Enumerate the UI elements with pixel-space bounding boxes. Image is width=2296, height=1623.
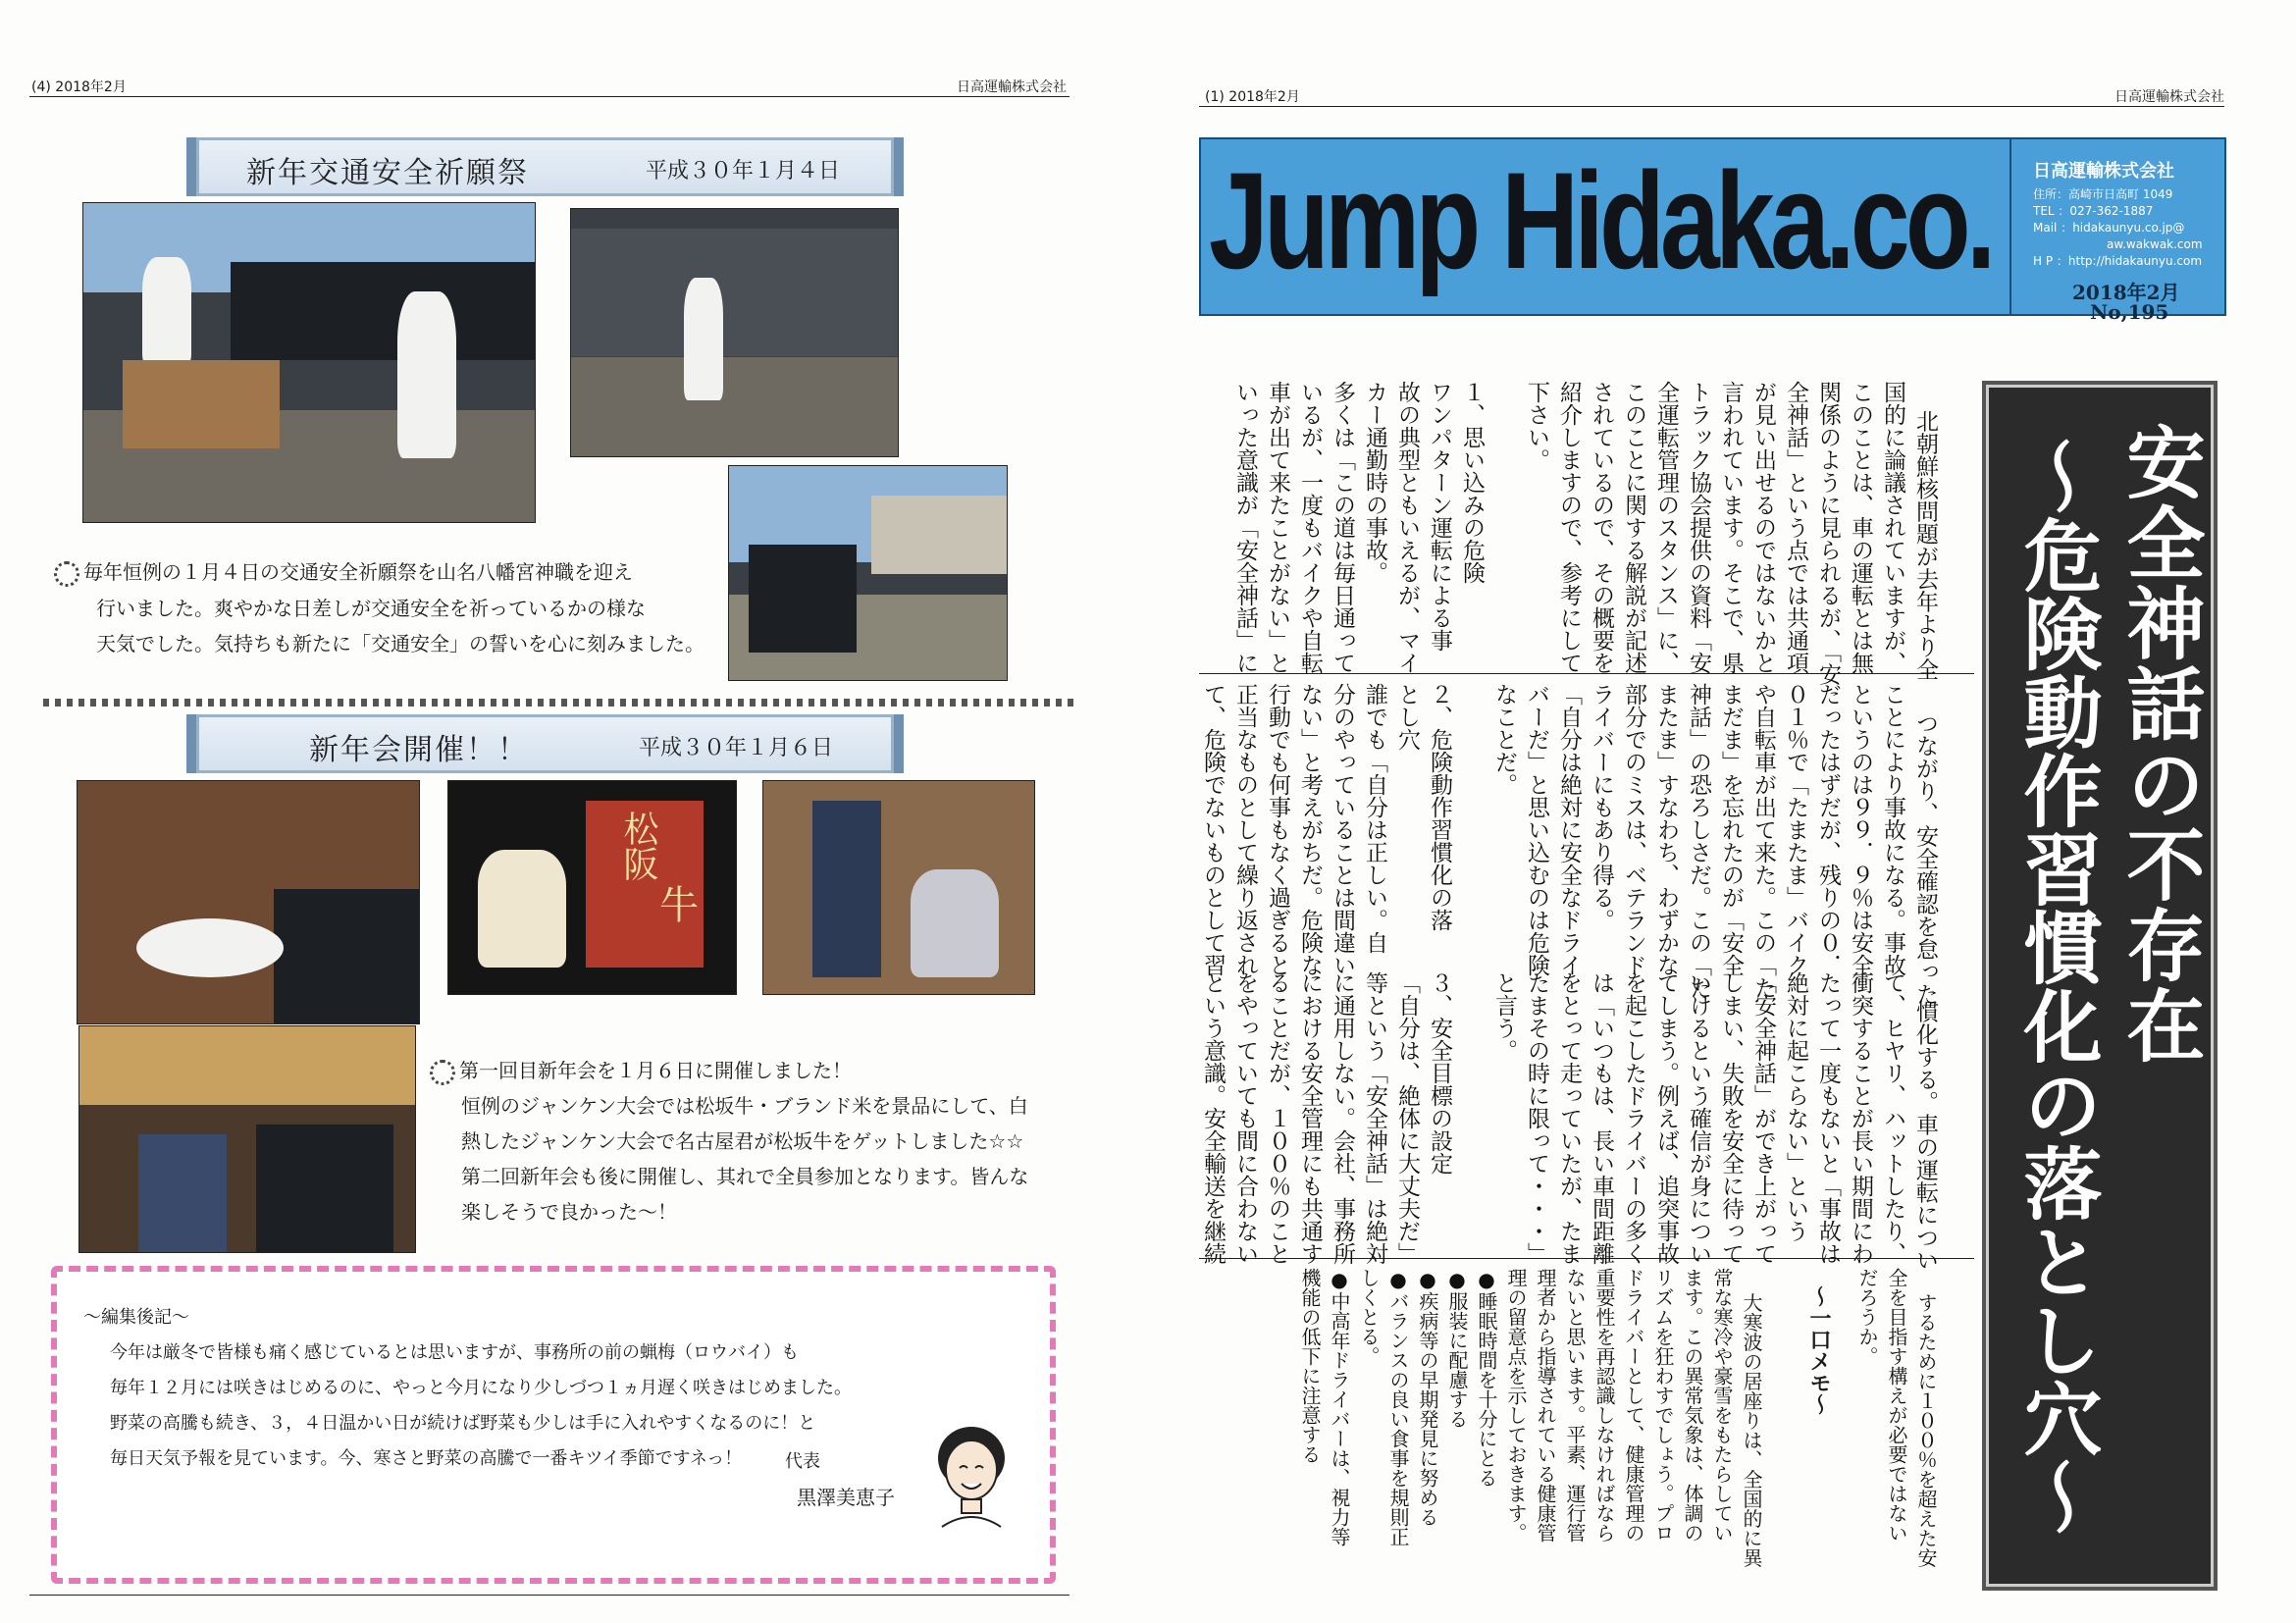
article-col-middle-a: つながり、安全確認を怠った ことにより事故になる。事故 というのは９９．９％は安全 だったはずだが、残りの０． ０１％で「たまたま」バイク や自転車が出て来た。この「た まだま」を忘れたのが「安全 神話」の恐ろしさだ。この「た またま」すなわち、わずかな 部分でのミスは、ベテランド ライバーにもあり得る。 「自分は絶対に安全なドライ バーだ」と思い込むのは危険 なことだ。 ２、危険動作習慣化の落 とし穴 誰でも「自分は正しい。自 分のやっていることは間違い ない」と考えがちだ。危険な 行動でも何事もなく過ぎると 正当なものとして繰り返され て、危険でないものとして習 <box>1200 683 1938 1006</box>
masthead-date: 2018年2月 <box>2072 281 2180 304</box>
prayer-festival-line-3: 天気でした。気持ちも新たに「交通安全」の誓いを心に刻みました。 <box>96 632 704 655</box>
party-line-1: 第一回目新年会を１月６日に開催しました！ <box>430 1053 852 1088</box>
party-line-2: 恒例のジャンケン大会では松坂牛・ブランド米を景品にして、白 <box>461 1094 1028 1118</box>
left-header-page: (4) 2018年2月 <box>31 79 127 95</box>
masthead-issue: No,195 <box>2090 300 2169 324</box>
prize-poster-photo <box>447 780 737 995</box>
editor-note-title: ～編集後記～ <box>83 1307 189 1328</box>
masthead-title: Jump Hidaka.co. <box>1209 143 1992 297</box>
poster-text-beef: 牛 <box>659 883 699 928</box>
article-upper-tier <box>1220 381 1973 686</box>
memo-title: ～一口メモ～ <box>1806 1285 1831 1415</box>
article-conclusion <box>1855 1268 1970 1582</box>
flower-icon <box>54 561 79 587</box>
article-conclusion-text: するために１００％を超えた安 全を目指す構えが必要ではない だろうか。 <box>1855 1268 1938 1568</box>
masthead-contact <box>2033 186 2203 270</box>
memo-body <box>1217 1268 1796 1582</box>
masthead-divider <box>2009 137 2011 314</box>
left-header-company: 日高運輸株式会社 <box>957 79 1067 95</box>
signature-name: 黒澤美恵子 <box>797 1486 895 1509</box>
poster-text-matsusaka: 松阪 <box>618 811 658 881</box>
headline-line-2: ～危険動作習慣化の落とし穴～ <box>2010 437 2102 1536</box>
party-table-photo <box>77 780 420 1024</box>
memo-text: 大寒波の居座りは、全国的に異 常な寒冷や豪雪をもたらしてい ます。この異常気象は、体調の リズムを狂わすでしょう。プロ ドライバーとして、健康管理の 重要性を再認識しなければなら ないと思います。平素、運行管 理者から指導されている健康管 理の留意点を示しておきます。 ●睡眠時間を十分にとる ●服装に配慮する ●疾病等の早期発見に努める ●バランスの良い食事を規則正 しくとる。 ●中高年ドライバーは、視力等 機能の低下に注意する <box>1298 1268 1763 1568</box>
new-year-party-date: 平成３０年１月６日 <box>639 736 834 760</box>
masthead-mail-domain: aw.wakwak.com <box>2107 237 2203 251</box>
article-col-lower-a: 慣化する。車の運転につい て、ヒヤリ、ハットしたり、 衝突することが長い期間にわ たって一度もないと「事故は 絶対に起こらない」という 「安全神話」ができ上がって しまい、失敗を安全に待って いけるという確信が身につい てしまう。例えば、追突事故 を起こしたドライバーの多く は「いつもは、長い車間距離 をとって走っていたが、たま たまその時に限って・・・」 と言う。 ３、安全目標の設定 「自分は、絶体に大丈夫だ」 等という「安全神話」は絶対 に通用しない。会社、事務所 における安全管理にも共通す ることだが、１００％のこと をやっていても間に合わない という意識。安全輸送を継続 <box>1200 971 1938 1272</box>
prayer-festival-title: 新年交通安全祈願祭 <box>246 156 529 190</box>
group-dinner-photo <box>78 1025 416 1253</box>
prayer-festival-line-1: 毎年恒例の１月４日の交通安全祈願祭を山名八幡宮神職を迎え <box>54 554 633 590</box>
signature-role: 代表 <box>785 1451 820 1472</box>
left-footer-rule <box>29 1595 1070 1596</box>
masthead-address: 住所：高崎市日高町 1049 <box>2033 187 2173 201</box>
editor-note-line-1: 今年は厳冬で皆様も痛く感じているとは思いますが、事務所の前の蝋梅（ロウバイ）も <box>110 1342 799 1363</box>
right-header-rule <box>1199 106 2224 107</box>
editor-note-line-4: 毎日天気予報を見ています。今、寒さと野菜の高騰で一番キツイ季節ですネっ！ <box>110 1448 743 1469</box>
flower-icon <box>430 1060 455 1085</box>
masthead-tel: TEL ：027-362-1887 <box>2033 204 2154 218</box>
editor-note-line-3: 野菜の高騰も続き、３，４日温かい日が続けば野菜も少しは手に入れやすくなるのに！と <box>110 1413 816 1434</box>
cartoon-face-illustration <box>932 1421 1011 1529</box>
headline-line-1: 安全神話の不存在 <box>2113 422 2205 1066</box>
section-divider <box>43 699 1073 707</box>
new-year-party-title: 新年会開催！！ <box>309 733 529 767</box>
right-header-page: (1) 2018年2月 <box>1205 89 1300 105</box>
staff-attendees-photo <box>728 465 1008 681</box>
left-header-rule <box>29 96 1070 97</box>
rock-paper-scissors-photo <box>762 780 1035 995</box>
prayer-festival-line-2: 行いました。爽やかな日差しが交通安全を祈っているかの様な <box>96 597 646 620</box>
new-year-party-banner <box>196 714 894 773</box>
party-line-3: 熱したジャンケン大会で名古屋君が松坂牛をゲットしました☆☆ <box>461 1129 1024 1153</box>
article-middle-tier <box>1200 683 1973 1006</box>
shrine-ceremony-photo <box>82 202 536 523</box>
editor-note-line-2: 毎年１２月には咲きはじめるのに、やっと今月になり少しづつ１ヵ月遅く咲きはじめました。 <box>110 1378 852 1398</box>
masthead-company: 日高運輸株式会社 <box>2033 161 2174 182</box>
right-header-company: 日高運輸株式会社 <box>2114 89 2224 105</box>
article-col-upper-a: 北朝鮮核問題が去年より全 国的に論議されていますが、 このことは、車の運転とは無 関係のように見られるが、「安 全神話」という点では共通項 が見い出せるのではないかと 言われています。そこで、県 トラック協会提供の資料「安 全運転管理のスタンス」に、 このことに関する解説が記述 されているので、その概要を 紹介しますので、参考にして 下さい。 １、思い込みの危険 ワンパターン運転による事 故の典型ともいえるが、マイ カー通勤時の事故。 多くは「この道は毎日通って いるが、一度もバイクや自転 車が出て来たことがない」と いった意識が「安全神話」に <box>1232 381 1938 686</box>
masthead-mail: Mail ：hidakaunyu.co.jp@ <box>2033 221 2185 235</box>
prayer-festival-banner <box>196 137 894 196</box>
party-line-4: 第二回新年会も後に開催し、其れで全員参加となります。皆んな <box>461 1165 1029 1188</box>
priest-trucks-photo <box>570 208 899 457</box>
masthead-homepage: H P ：http://hidakaunyu.com <box>2033 254 2203 268</box>
article-lower-tier <box>1200 971 1973 1272</box>
prayer-festival-date: 平成３０年１月４日 <box>646 159 841 183</box>
party-line-5: 楽しそうで良かった～！ <box>461 1200 677 1224</box>
